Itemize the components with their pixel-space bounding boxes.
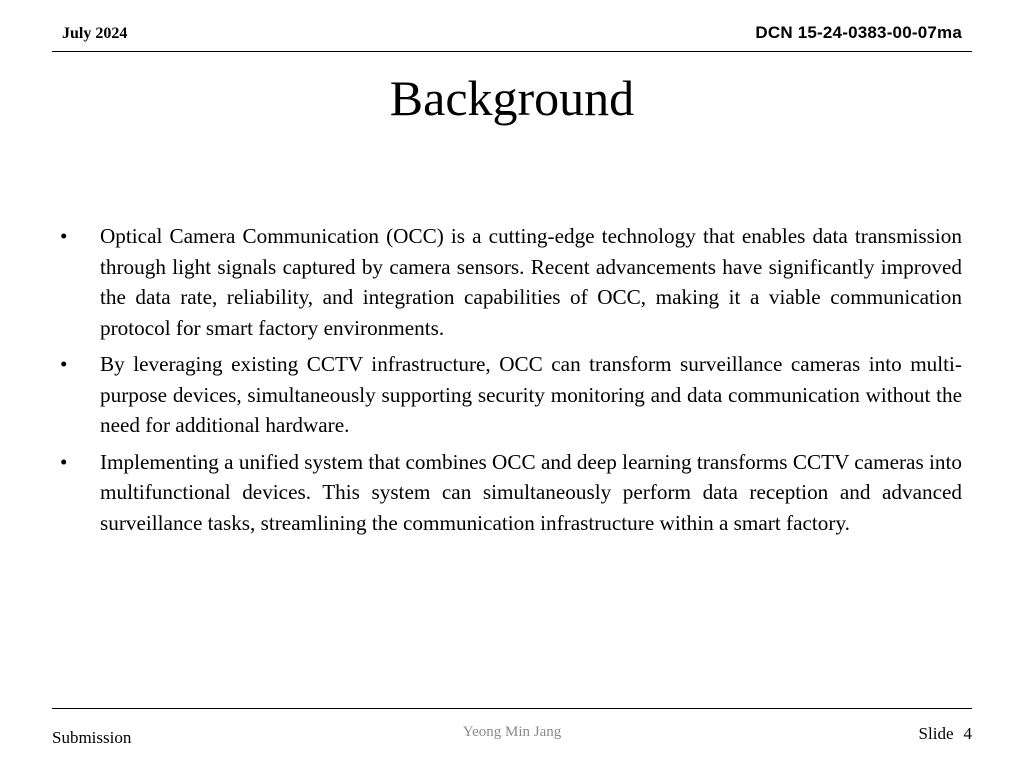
slide-number-block: [919, 724, 972, 744]
footer-divider: [52, 708, 972, 709]
slide-number: 4: [963, 724, 972, 743]
bullet-text: By leveraging existing CCTV infrastructure, OCC can transform surveillance cameras into multi-purpose devices, simultaneously supporting security monitoring and data communication without the need for additional hardware.: [100, 352, 962, 437]
bullet-icon: •: [60, 224, 68, 248]
header-date: July 2024: [62, 25, 128, 42]
header-divider: [52, 51, 972, 52]
footer-submission: Submission: [52, 728, 132, 747]
bullet-icon: •: [60, 352, 68, 376]
bullet-item: [60, 447, 962, 539]
footer-author: Yeong Min Jang: [462, 724, 562, 740]
bullet-text: Optical Camera Communication (OCC) is a cutting-edge technology that enables data transmission through light signals captured by camera sensors. Recent advancements have significantly improved the data rate, reliability, and integration capabilities of OCC, making it a viable communication protocol for smart factory environments.: [100, 224, 962, 340]
bullet-icon: •: [60, 449, 68, 474]
slide-label: Slide: [918, 724, 954, 743]
bullet-item: [60, 221, 962, 343]
bullet-text: Implementing a unified system that combines OCC and deep learning transforms CCTV cameras into multifunctional devices. This system can simultaneously perform data reception and advanced surveillance tasks, streamlining the communication infrastructure within a smart factory.: [100, 449, 962, 535]
bullet-list: [60, 221, 962, 544]
bullet-item: [60, 349, 962, 441]
document-control-number: DCN 15-24-0383-00-07ma: [755, 23, 962, 42]
slide-title: Background: [389, 70, 635, 126]
